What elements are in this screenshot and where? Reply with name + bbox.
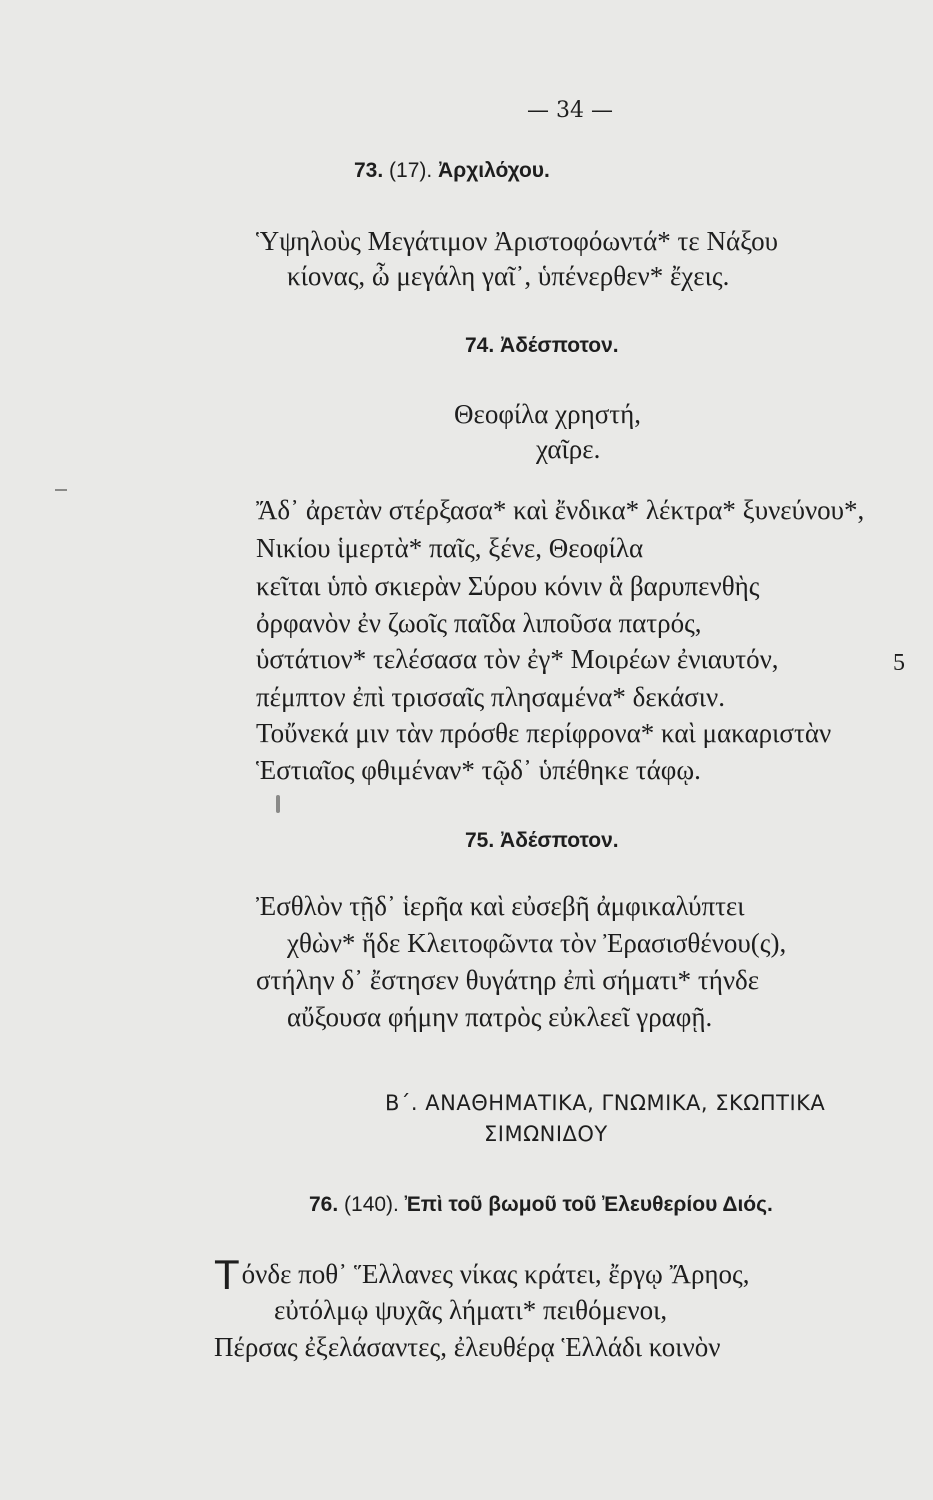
line-number: 5 <box>893 650 905 676</box>
verse-line: κεῖται ὑπὸ σκιερὰν Σύρου κόνιν ἃ βαρυπενθὴς <box>256 571 760 601</box>
verse-line: Ἄδ᾽ ἀρετὰν στέρξασα* καὶ ἔνδικα* λέκτρα* ξυνεύνου*, <box>256 495 865 525</box>
verse-line: Ἐσθλὸν τῇδ᾽ ἱερῆα καὶ εὐσεβῆ ἀμφικαλύπτει <box>256 891 745 921</box>
verse-line: Τόνδε ποθ᾽ Ἕλλανες νίκας κράτει, ἔργῳ Ἄρηος, <box>214 1251 750 1298</box>
verse-line: κίονας, ὦ μεγάλη γαῖ᾽, ὑπένερθεν* ἔχεις. <box>287 261 730 291</box>
verse-line: Πέρσας ἐξελάσαντες, ἐλευθέρᾳ Ἑλλάδι κοινὸν <box>214 1332 721 1362</box>
epigram-73-heading: 73. (17). Ἀρχιλόχου. <box>354 159 550 182</box>
verse-intro: Θεοφίλα χρηστή, <box>454 399 642 429</box>
ink-blot <box>276 795 280 813</box>
verse-line: Ὑψηλοὺς Μεγάτιμον Ἀριστοφόωντά* τε Νάξου <box>256 226 779 256</box>
verse-intro: χαῖρε. <box>536 434 601 464</box>
section-title: Β΄. ΑΝΑΘΗΜΑΤΙΚΑ, ΓΝΩΜΙΚΑ, ΣΚΩΠΤΙΚΑ <box>385 1091 826 1115</box>
verse-line: αὔξουσα φήμην πατρὸς εὐκλεεῖ γραφῇ. <box>287 1002 713 1032</box>
page-number: — 34 — <box>527 98 613 123</box>
verse-line: χθὼν* ἥδε Κλειτοφῶντα τὸν Ἐρασισθένου(ς), <box>287 928 787 958</box>
epigram-75-heading: 75. Ἀδέσποτον. <box>465 829 619 852</box>
verse-line: εὐτόλμῳ ψυχᾶς λήματι* πειθόμενοι, <box>274 1295 668 1325</box>
verse-line: Ἑστιαῖος φθιμέναν* τῷδ᾽ ὑπέθηκε τάφῳ. <box>256 755 701 785</box>
epigram-74-heading: 74. Ἀδέσποτον. <box>465 334 619 357</box>
verse-line: Τοὔνεκά μιν τὰν πρόσθε περίφρονα* καὶ μακαριστὰν <box>256 718 832 748</box>
drop-initial: Τ <box>214 1251 240 1298</box>
verse-line: ὀρφανὸν ἐν ζωοῖς παῖδα λιποῦσα πατρός, <box>256 608 702 638</box>
verse-line: στήλην δ᾽ ἔστησεν θυγάτηρ ἐπὶ σήματι* τήνδε <box>256 965 760 995</box>
section-subtitle: ΣΙΜΩΝΙΔΟΥ <box>484 1122 608 1146</box>
verse-line: πέμπτον ἐπὶ τρισσαῖς πλησαμένα* δεκάσιν. <box>256 682 725 712</box>
epigram-76-heading: 76. (140). Ἐπὶ τοῦ βωμοῦ τοῦ Ἐλευθερίου Διός. <box>309 1193 773 1216</box>
verse-line: ὑστάτιον* τελέσασα τὸν ἐγ* Μοιρέων ἐνιαυτόν, <box>256 644 779 674</box>
verse-line: Νικίου ἱμερτὰ* παῖς, ξένε, Θεοφίλα <box>256 533 644 563</box>
margin-mark <box>55 489 67 491</box>
